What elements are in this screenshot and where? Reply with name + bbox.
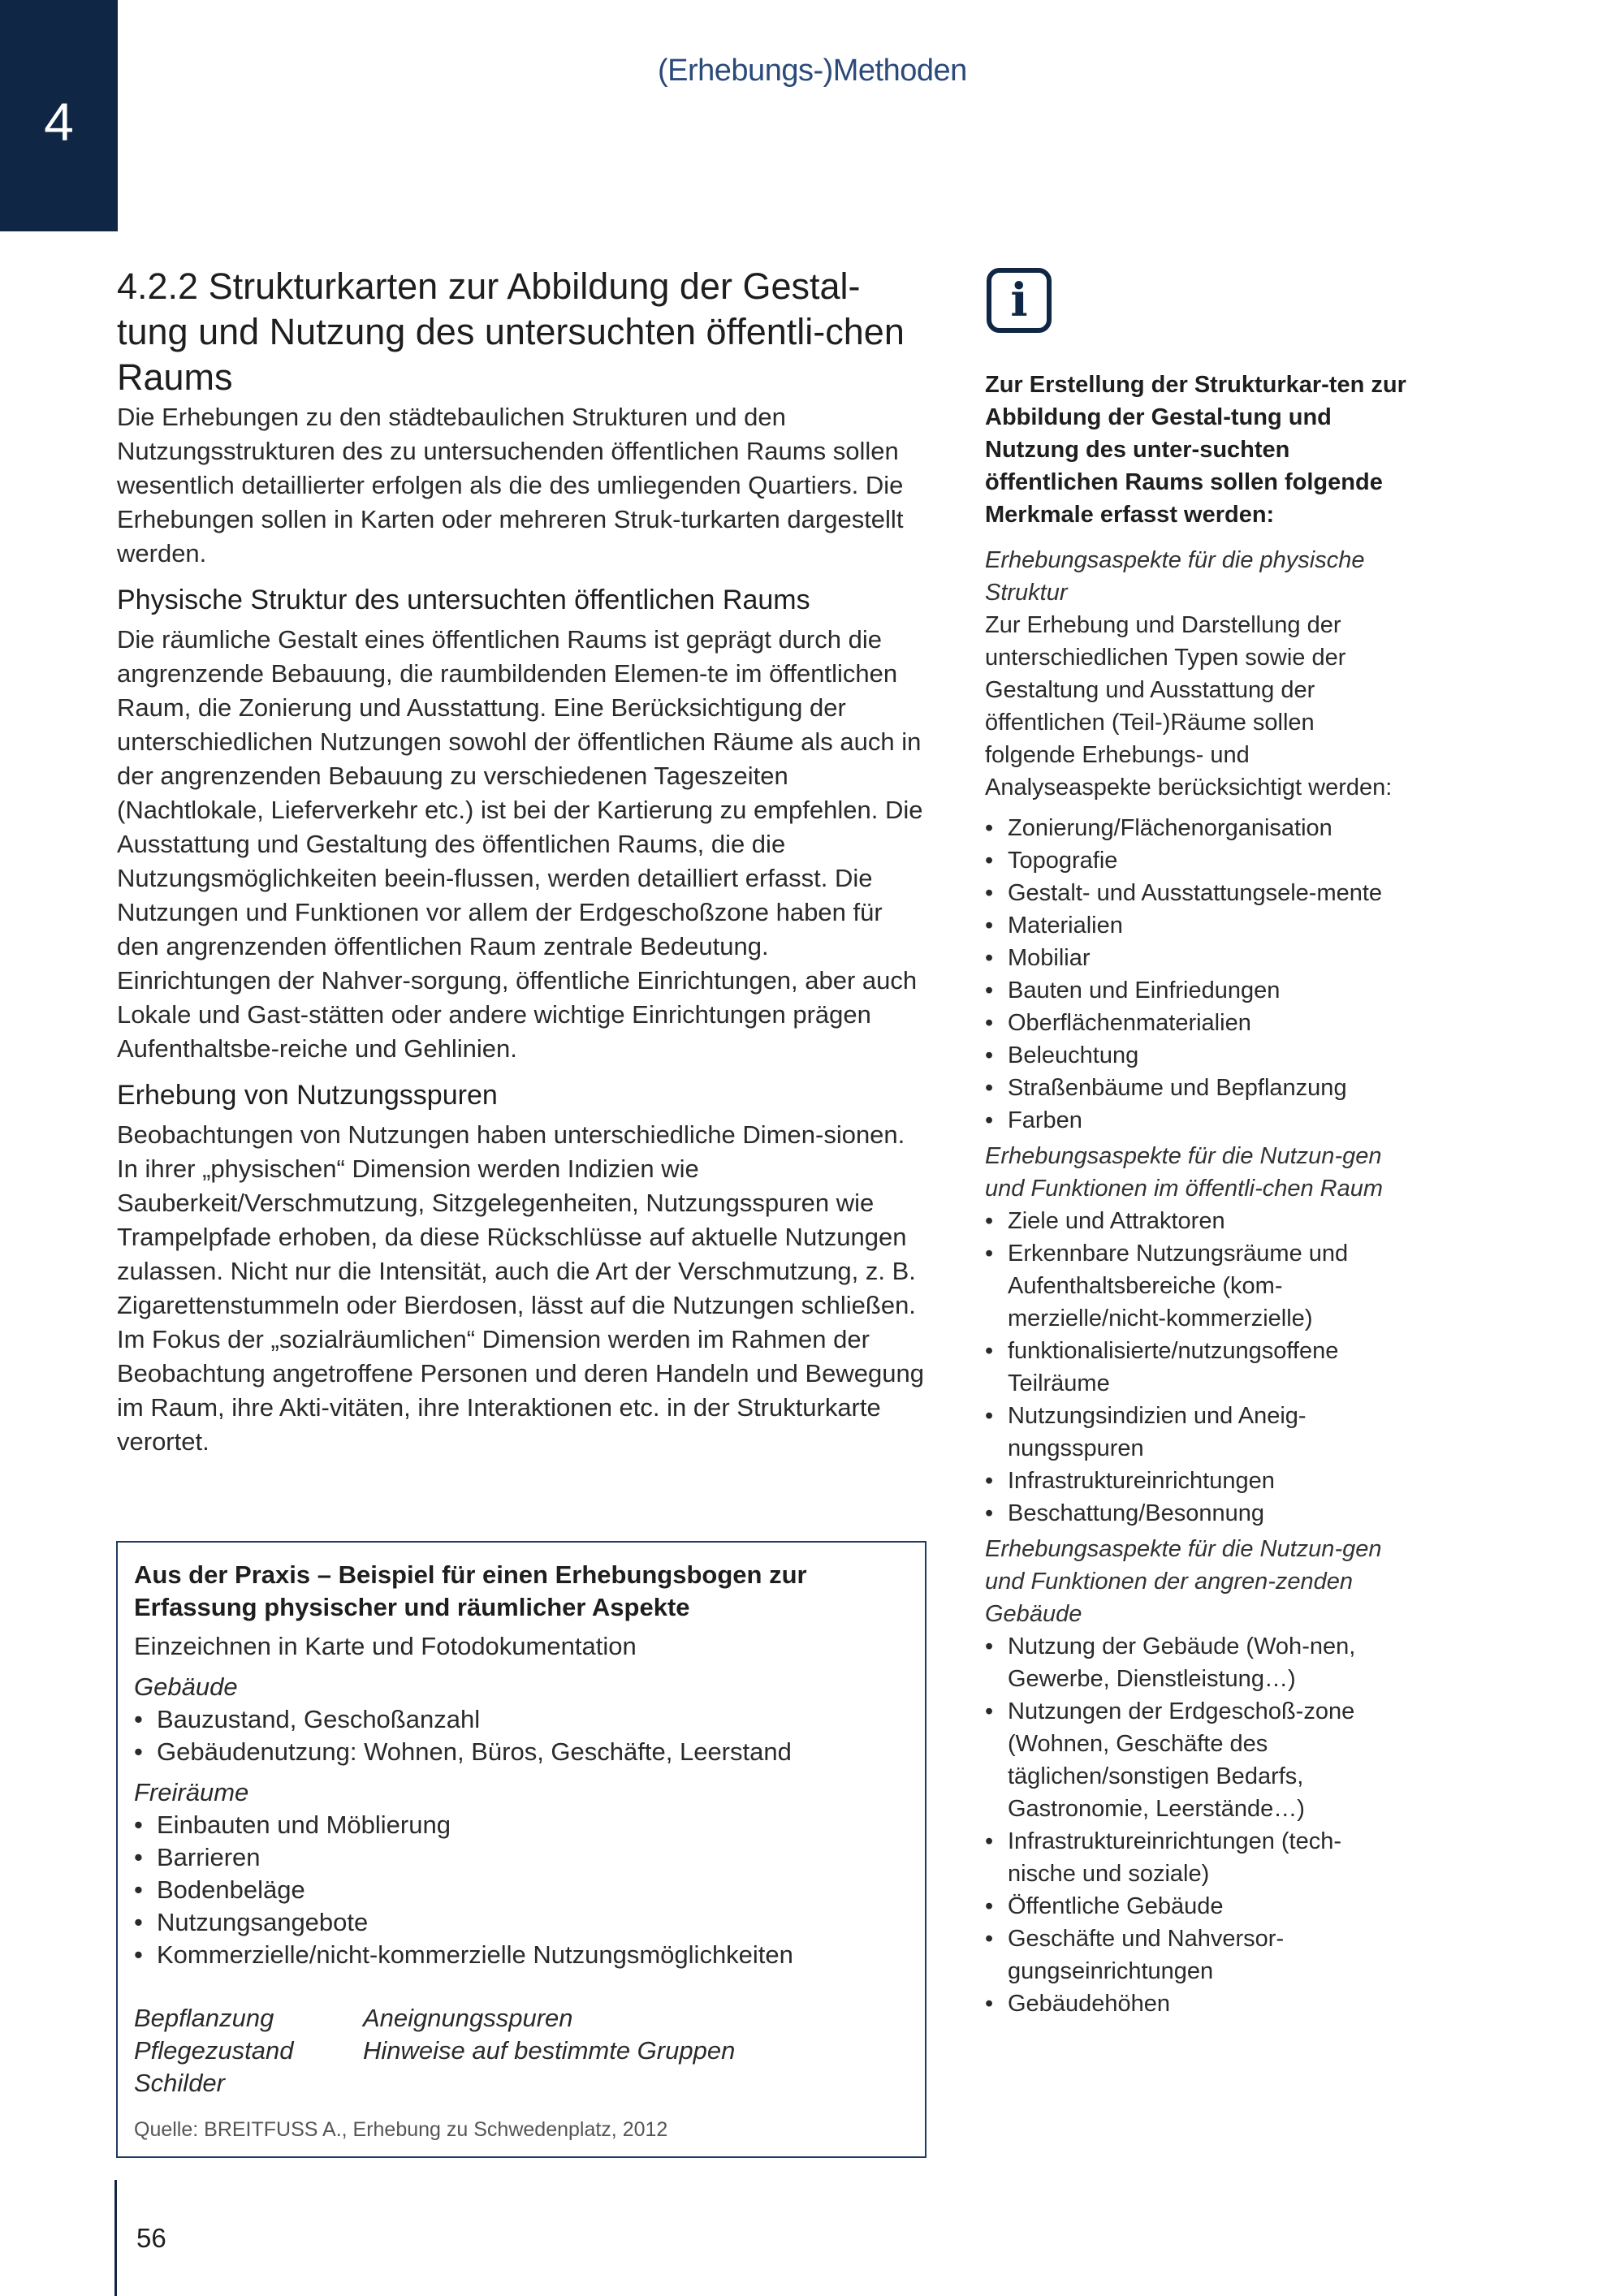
physical-structure-paragraph: Die räumliche Gestalt eines öffentlichen Raums ist geprägt durch die angrenzende Bebauung, die raumbildenden Elemen-te im öffentlichen Raum, die Zonierung und Ausstattung. Eine Berücksichtigung der unterschiedlichen Nutzungen sowohl der öffentlichen Räume als auch in der angrenzenden Bebauung zu verschiedenen Tageszeiten (Nachtlokale, Lieferverkehr etc.) ist bei der Kartierung zu empfehlen. Die Ausstattung und Gestaltung des öffentlichen Raums, die die Nutzungsmöglichkeiten beein-flussen, werden detailliert erfasst. Die Nutzungen und Funktionen vor allem der Erdgeschoßzone haben für den angrenzenden öffentlichen Raum zentrale Bedeutung. Einrichtungen der Nahver-sorgung, öffentliche Einrichtungen, aber auch Lokale und Gast-stätten oder andere wichtige Einrichtungen prägen Aufenthaltsbe-reiche und Gehlinien. xyxy=(117,625,923,1063)
praxis-category-open-spaces: Freiräume xyxy=(134,1778,249,1806)
list-item: • Beleuchtung xyxy=(985,1039,1407,1072)
praxis-term: Bepflanzung xyxy=(134,2004,274,2032)
list-item: • Gestalt- und Ausstattungsele-mente xyxy=(985,877,1407,909)
list-item: • Beschattung/Besonnung xyxy=(985,1497,1407,1530)
praxis-term: Aneignungsspuren xyxy=(363,2004,573,2032)
sidebar-aspect-buildings: Erhebungsaspekte für die Nutzun-gen und Funktionen der angren-zenden Gebäude xyxy=(985,1536,1382,1627)
usage-traces-paragraph: Beobachtungen von Nutzungen haben unterschiedliche Dimen-sionen. In ihrer „physischen“ Dimension werden Indizien wie Sauberkeit/Verschmutzung, Sitzgelegenheiten, Nutzungsspuren wie Trampelpfade erhoben, da diese Rückschlüsse auf aktuelle Nutzungen zulassen. Nicht nur die Intensität, auch die Art der Verschmutzung, z. B. Zigarettenstummeln oder Bierdosen, lässt auf die Nutzungen schließen. Im Fokus der „sozialräumlichen“ Dimension werden im Rahmen der Beobachtung angetroffene Personen und deren Handeln und Bewegung im Raum, ihre Akti-vitäten, ihre Interaktionen etc. in der Strukturkarte verortet. xyxy=(117,1120,924,1456)
chapter-number: 4 xyxy=(44,92,74,152)
sidebar-list-physical xyxy=(985,812,1407,1137)
info-icon-glyph: i xyxy=(1010,274,1028,327)
list-item: • Materialien xyxy=(985,909,1407,942)
list-item: • Farben xyxy=(985,1104,1407,1137)
praxis-example-box xyxy=(116,1541,926,2158)
subhead-usage-traces: Erhebung von Nutzungsspuren xyxy=(117,1080,498,1111)
praxis-category-buildings: Gebäude xyxy=(134,1672,238,1701)
info-icon xyxy=(987,268,1052,333)
list-item: • Erkennbare Nutzungsräume und Aufenthaltsbereiche (kom-merzielle/nicht-kommerzielle) xyxy=(985,1237,1407,1335)
praxis-term: Hinweise auf bestimmte Gruppen xyxy=(363,2036,736,2065)
list-item: • Barrieren xyxy=(134,1841,909,1874)
list-item: • Öffentliche Gebäude xyxy=(985,1890,1407,1923)
subhead-physical-structure: Physische Struktur des untersuchten öffentlichen Raums xyxy=(117,585,810,615)
praxis-term: Schilder xyxy=(134,2069,225,2097)
list-item: • Topografie xyxy=(985,844,1407,877)
page-number: 56 xyxy=(136,2223,166,2253)
list-item: • Einbauten und Möblierung xyxy=(134,1809,909,1841)
list-item: • Nutzungen der Erdgeschoß-zone (Wohnen, Geschäfte des täglichen/sonstigen Bedarfs, Gastronomie, Leerstände…) xyxy=(985,1695,1407,1825)
praxis-intro: Einzeichnen in Karte und Fotodokumentation xyxy=(134,1632,637,1660)
footer-rule xyxy=(114,2180,117,2296)
list-item: • Bauten und Einfriedungen xyxy=(985,974,1407,1007)
list-item: • Straßenbäume und Bepflanzung xyxy=(985,1072,1407,1104)
list-item: • Gebäudehöhen xyxy=(985,1987,1407,2020)
praxis-right-column xyxy=(363,2002,735,2100)
list-item: • Nutzungsindizien und Aneig-nungsspuren xyxy=(985,1400,1407,1465)
sidebar-title: Zur Erstellung der Strukturkar-ten zur Abbildung der Gestal-tung und Nutzung des unter-suchten öffentlichen Raums sollen folgende Merkmale erfasst werden: xyxy=(985,372,1406,528)
sidebar-aspect-physical: Erhebungsaspekte für die physische Struktur xyxy=(985,547,1365,606)
praxis-source: Quelle: BREITFUSS A., Erhebung zu Schwedenplatz, 2012 xyxy=(134,2118,668,2141)
sidebar-list-buildings xyxy=(985,1630,1407,2020)
list-item: • Bodenbeläge xyxy=(134,1874,909,1906)
section-title: 4.2.2 Strukturkarten zur Abbildung der Gestal-tung und Nutzung des untersuchten öffentli-chen Raums xyxy=(117,265,905,398)
sidebar-text-physical: Zur Erhebung und Darstellung der unterschiedlichen Typen sowie der Gestaltung und Ausstattung der öffentlichen (Teil-)Räume sollen folgende Erhebungs- und Analyseaspekte berücksichtigt werden: xyxy=(985,612,1393,801)
list-item: • Bauzustand, Geschoßanzahl xyxy=(134,1703,909,1736)
list-item: • Nutzung der Gebäude (Woh-nen, Gewerbe, Dienstleistung…) xyxy=(985,1630,1407,1695)
chapter-tab xyxy=(0,0,118,231)
list-item: • Mobiliar xyxy=(985,942,1407,974)
sidebar-list-public-use xyxy=(985,1205,1407,1530)
list-item: • Kommerzielle/nicht-kommerzielle Nutzungsmöglichkeiten xyxy=(134,1939,909,1971)
list-item: • Oberflächenmaterialien xyxy=(985,1007,1407,1039)
info-sidebar xyxy=(985,268,1407,2023)
praxis-term: Pflegezustand xyxy=(134,2036,294,2065)
intro-paragraph: Die Erhebungen zu den städtebaulichen Strukturen und den Nutzungsstrukturen des zu untersuchenden öffentlichen Raums sollen wesentlich detaillierter erfolgen als die des umliegenden Quartiers. Die Erhebungen sollen in Karten oder mehreren Struk-turkarten dargestellt werden. xyxy=(117,403,904,568)
praxis-left-column xyxy=(134,2002,363,2100)
praxis-list-buildings xyxy=(134,1703,909,1768)
praxis-title: Aus der Praxis – Beispiel für einen Erhebungsbogen zur Erfassung physischer und räumlicher Aspekte xyxy=(134,1560,807,1621)
main-column xyxy=(117,264,929,1459)
list-item: • Ziele und Attraktoren xyxy=(985,1205,1407,1237)
list-item: • Zonierung/Flächenorganisation xyxy=(985,812,1407,844)
praxis-list-open-spaces xyxy=(134,1809,909,1971)
praxis-two-columns xyxy=(134,2002,909,2100)
list-item: • Infrastruktureinrichtungen xyxy=(985,1465,1407,1497)
list-item: • Geschäfte und Nahversor-gungseinrichtungen xyxy=(985,1923,1407,1987)
list-item: • Infrastruktureinrichtungen (tech-nische und soziale) xyxy=(985,1825,1407,1890)
list-item: • funktionalisierte/nutzungsoffene Teilräume xyxy=(985,1335,1407,1400)
sidebar-aspect-public-use: Erhebungsaspekte für die Nutzun-gen und Funktionen im öffentli-chen Raum xyxy=(985,1143,1384,1202)
running-head: (Erhebungs-)Methoden xyxy=(658,54,967,88)
list-item: • Gebäudenutzung: Wohnen, Büros, Geschäfte, Leerstand xyxy=(134,1736,909,1768)
list-item: • Nutzungsangebote xyxy=(134,1906,909,1939)
